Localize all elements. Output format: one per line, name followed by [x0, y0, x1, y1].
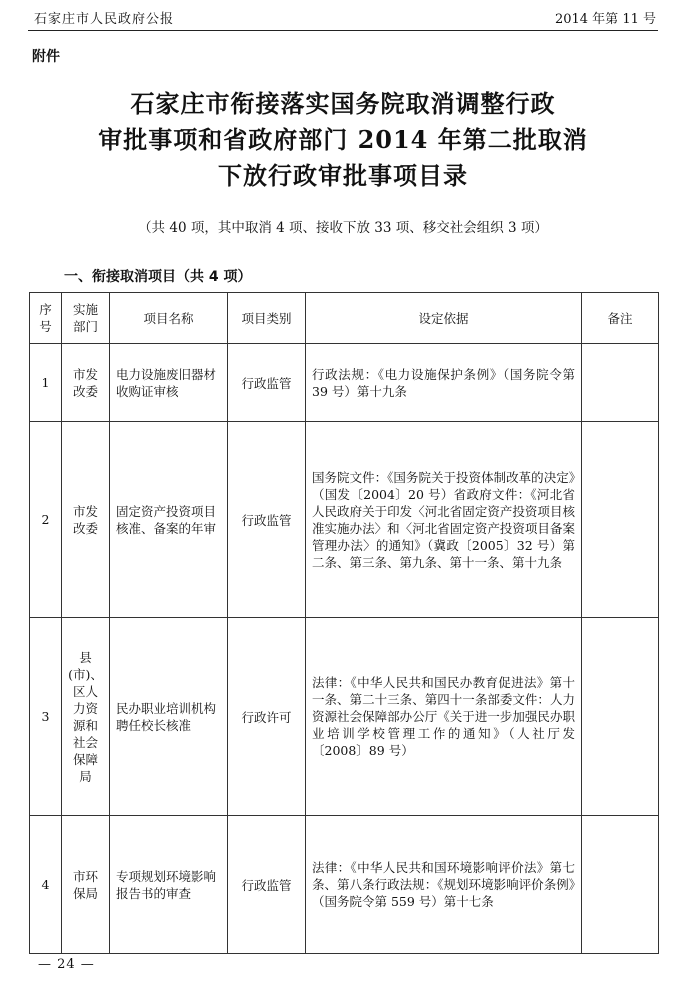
section-heading: 一、衔接取消项目（共 4 项） — [64, 269, 252, 285]
header-category: 项目类别 — [228, 293, 306, 344]
table-row — [30, 344, 659, 422]
attachment-label: 附件 — [32, 49, 60, 65]
title-line-2: 审批事项和省政府部门 2014 年第二批取消 — [98, 125, 588, 154]
row-basis: 行政法规：《电力设施保护条例》（国务院令第 39 号）第十九条 — [306, 344, 582, 422]
document-title — [0, 86, 686, 194]
page-number: — 24 — — [38, 957, 95, 972]
row-name: 民办职业培训机构聘任校长核准 — [110, 618, 228, 816]
items-table — [29, 292, 659, 954]
header-basis: 设定依据 — [306, 293, 582, 344]
row-category: 行政许可 — [228, 618, 306, 816]
row-dept: 市发改委 — [62, 422, 110, 618]
header-name: 项目名称 — [110, 293, 228, 344]
row-no: 4 — [30, 816, 62, 954]
row-basis: 法律：《中华人民共和国民办教育促进法》第十一条、第二十三条、第四十一条部委文件：人力资源社会保障部办公厅《关于进一步加强民办职业培训学校管理工作的通知》（人社厅发〔2008〕89 号） — [306, 618, 582, 816]
header-publication-title: 石家庄市人民政府公报 — [34, 12, 175, 27]
row-category: 行政监管 — [228, 344, 306, 422]
row-name: 专项规划环境影响报告书的审查 — [110, 816, 228, 954]
table-header-row — [30, 293, 659, 344]
header-issue-number: 2014 年第 11 号 — [554, 12, 656, 27]
header-no: 序号 — [30, 293, 62, 344]
row-basis: 法律：《中华人民共和国环境影响评价法》第七条、第八条行政法规：《规划环境影响评价条例》（国务院令第 559 号）第十七条 — [306, 816, 582, 954]
header-divider — [28, 30, 658, 31]
table-row — [30, 816, 659, 954]
row-note — [582, 344, 659, 422]
table-row — [30, 422, 659, 618]
table-row — [30, 618, 659, 816]
row-dept: 市发改委 — [62, 344, 110, 422]
row-note — [582, 816, 659, 954]
row-category: 行政监管 — [228, 816, 306, 954]
row-name: 电力设施废旧器材收购证审核 — [110, 344, 228, 422]
row-name: 固定资产投资项目核准、备案的年审 — [110, 422, 228, 618]
row-basis: 国务院文件：《国务院关于投资体制改革的决定》（国发〔2004〕20 号）省政府文件：《河北省人民政府关于印发〈河北省固定资产投资项目核准实施办法〉和〈河北省固定资产投资项目备案管理办法〉的通知》（冀政〔2005〕32 号）第二条、第三条、第九条、第十一条、第十九条 — [306, 422, 582, 618]
row-no: 2 — [30, 422, 62, 618]
header-dept: 实施部门 — [62, 293, 110, 344]
row-note — [582, 422, 659, 618]
header-note: 备注 — [582, 293, 659, 344]
title-line-1: 石家庄市衔接落实国务院取消调整行政 — [130, 89, 556, 118]
row-no: 1 — [30, 344, 62, 422]
row-category: 行政监管 — [228, 422, 306, 618]
document-subtitle: （共 40 项，其中取消 4 项、接收下放 33 项、移交社会组织 3 项） — [138, 220, 548, 236]
row-no: 3 — [30, 618, 62, 816]
title-line-3: 下放行政审批事项目录 — [218, 161, 468, 190]
row-note — [582, 618, 659, 816]
row-dept: 县(市)、区人力资源和社会保障局 — [62, 618, 110, 816]
row-dept: 市环保局 — [62, 816, 110, 954]
